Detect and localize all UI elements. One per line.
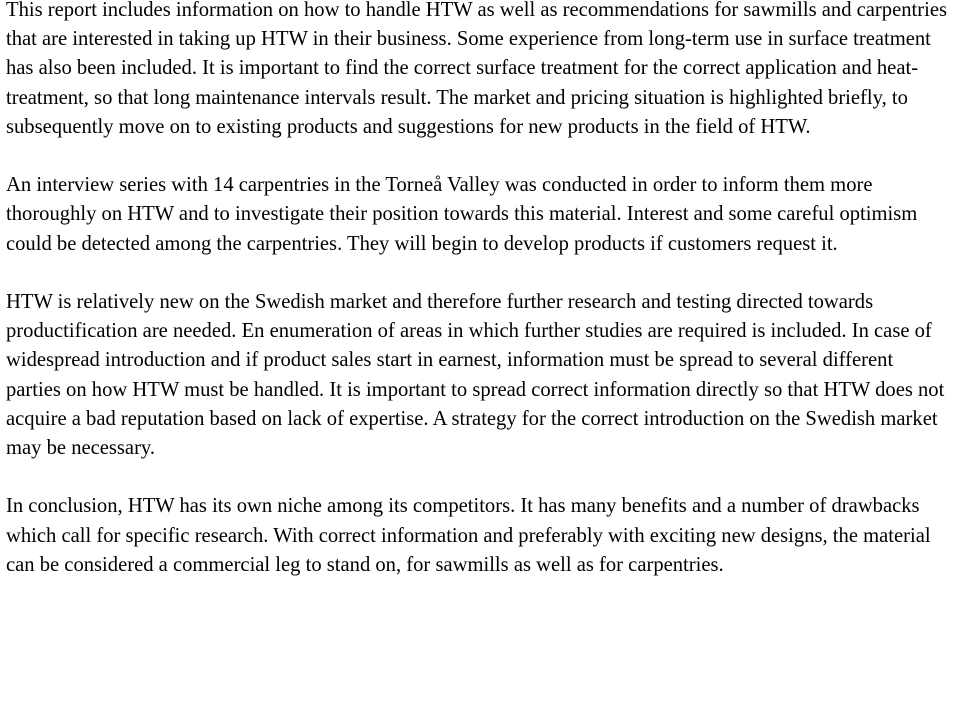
paragraph-4: In conclusion, HTW has its own niche among its competitors. It has many benefits and a number of drawbacks which call for specific research. With correct information and preferably with exciting new designs, the material can be considered a commercial leg to stand on, for sawmills as well as for carpentries. <box>6 495 931 576</box>
document-page <box>6 0 951 580</box>
paragraph-2: An interview series with 14 carpentries in the Torneå Valley was conducted in order to inform them more thoroughly on HTW and to investigate their position towards this material. Interest and some careful optimism could be detected among the carpentries. They will begin to develop products if customers request it. <box>6 174 918 255</box>
paragraph-1: This report includes information on how to handle HTW as well as recommendations for sawmills and carpentries that are interested in taking up HTW in their business. Some experience from long-term use in surface treatment has also been included. It is important to find the correct surface treatment for the correct application and heat-treatment, so that long maintenance intervals result. The market and pricing situation is highlighted briefly, to subsequently move on to existing products and suggestions for new products in the field of HTW. <box>6 0 947 138</box>
paragraph-3: HTW is relatively new on the Swedish market and therefore further research and testing directed towards productification are needed. En enumeration of areas in which further studies are required is included. In case of widespread introduction and if product sales start in earnest, information must be spread to several different parties on how HTW must be handled. It is important to spread correct information directly so that HTW does not acquire a bad reputation based on lack of expertise. A strategy for the correct introduction on the Swedish market may be necessary. <box>6 291 945 460</box>
